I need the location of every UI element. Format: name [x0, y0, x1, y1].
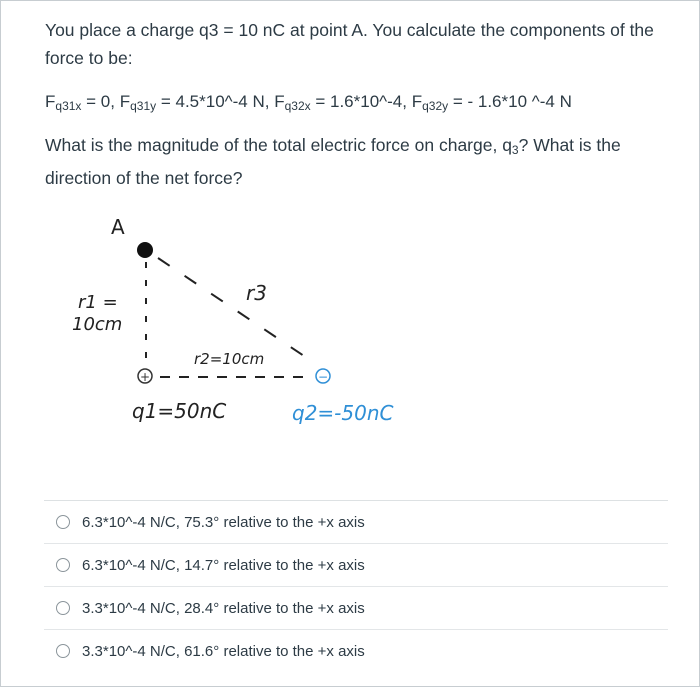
label-r1: r1 =: [78, 292, 118, 313]
prompt-text: What is the magnitude of the total electric force on charge, q: [45, 135, 512, 155]
charge-q2-sign: −: [317, 370, 329, 384]
label-point-a: A: [111, 215, 125, 239]
force-sub: q32y: [422, 99, 449, 113]
force-symbol: F: [411, 92, 423, 111]
answer-label: 3.3*10^-4 N/C, 61.6° relative to the +x axis: [82, 642, 365, 660]
answer-list: [44, 500, 668, 672]
answer-option[interactable]: [44, 586, 668, 629]
force-symbol: F: [119, 92, 131, 111]
force-sub: q31y: [130, 99, 157, 113]
answer-option[interactable]: [44, 543, 668, 586]
label-q1: q1=50nC: [132, 399, 227, 423]
force-value: = 0,: [81, 92, 120, 111]
answer-label: 6.3*10^-4 N/C, 14.7° relative to the +x axis: [82, 556, 365, 574]
charge-diagram: [40, 200, 460, 440]
force-sub: q32x: [284, 99, 311, 113]
answer-label: 6.3*10^-4 N/C, 75.3° relative to the +x axis: [82, 513, 365, 531]
answer-option[interactable]: [44, 500, 668, 543]
force-sub: q31x: [55, 99, 82, 113]
radio-button[interactable]: [56, 558, 70, 572]
label-q2: q2=-50nC: [292, 401, 394, 425]
force-value: = 1.6*10^-4,: [310, 92, 412, 111]
label-r1-value: 10cm: [72, 314, 123, 335]
prompt-sub: 3: [511, 143, 519, 157]
answer-label: 3.3*10^-4 N/C, 28.4° relative to the +x axis: [82, 599, 365, 617]
force-symbol: F: [274, 92, 285, 111]
question-prompt: [45, 131, 685, 192]
answer-option[interactable]: [44, 629, 668, 672]
prompt-text-end: ? What is the direction of the net force?: [45, 135, 621, 188]
question-intro: You place a charge q3 = 10 nC at point A. You calculate the components of the force to be:: [45, 20, 654, 68]
force-value: = - 1.6*10 ^-4 N: [448, 92, 572, 111]
charge-q1-sign: +: [139, 370, 151, 384]
label-r3: r3: [246, 281, 267, 305]
radio-button[interactable]: [56, 515, 70, 529]
r3-dashed-line: [158, 258, 310, 360]
radio-button[interactable]: [56, 601, 70, 615]
force-components: [45, 90, 572, 118]
point-a-dot: [137, 242, 153, 258]
radio-button[interactable]: [56, 644, 70, 658]
label-r2: r2=10cm: [194, 350, 265, 368]
force-symbol: F: [45, 92, 56, 111]
force-value: = 4.5*10^-4 N,: [156, 92, 275, 111]
